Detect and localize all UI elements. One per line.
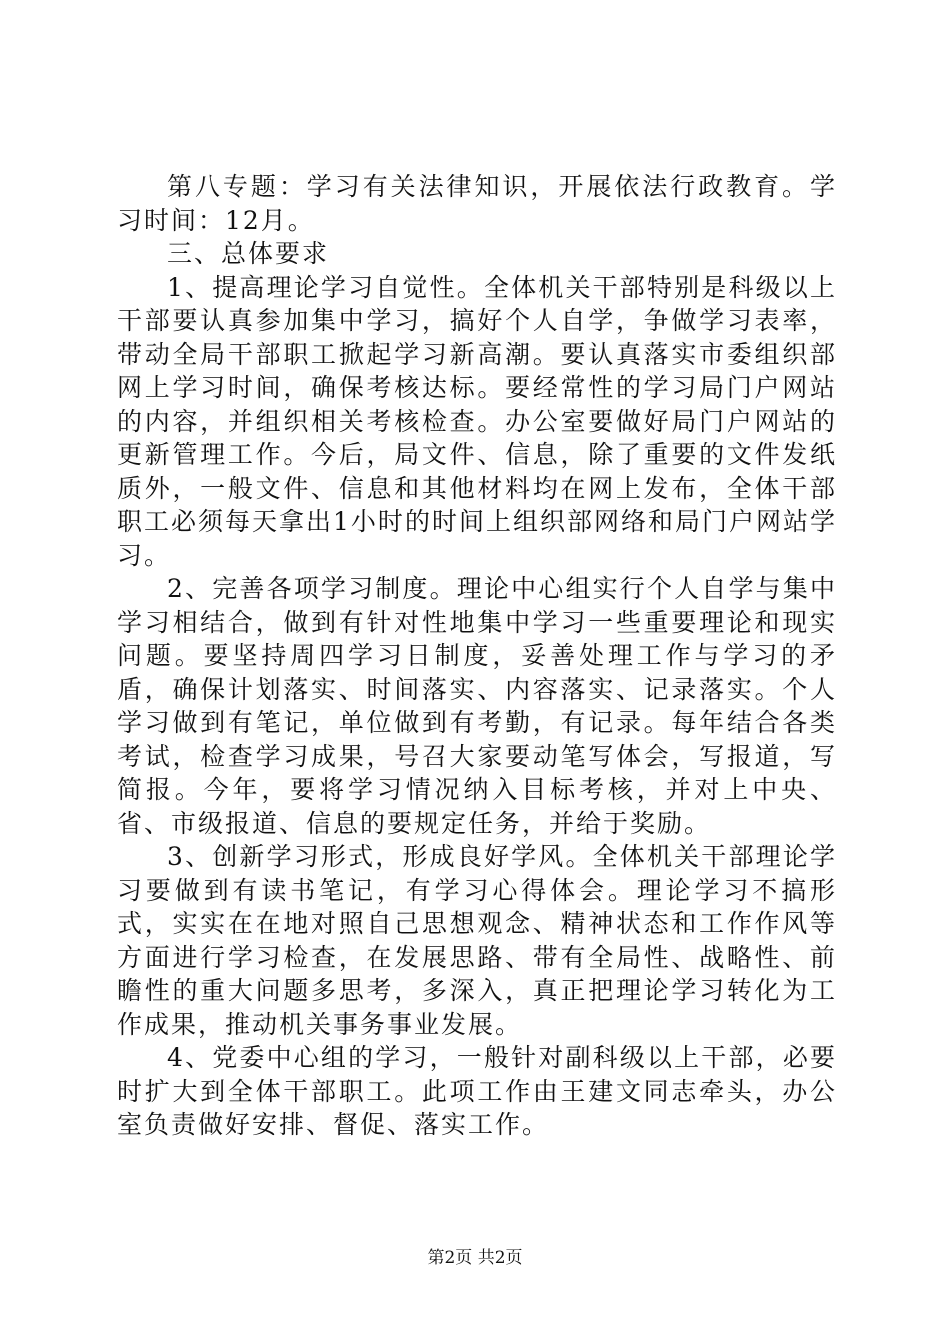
paragraph-requirement-4: 4、党委中心组的学习，一般针对副科级以上干部，必要时扩大到全体干部职工。此项工作由王建文同志牵头，办公室负责做好安排、督促、落实工作。 [117, 1043, 837, 1139]
paragraph-topic-eight: 第八专题：学习有关法律知识，开展依法行政教育。学习时间：12月。 [117, 172, 837, 235]
page-number-footer: 第2页 共2页 [427, 1248, 523, 1268]
section-heading-general-requirements: 三、总体要求 [167, 239, 330, 268]
paragraph-requirement-1: 1、提高理论学习自觉性。全体机关干部特别是科级以上干部要认真参加集中学习，搞好个人自学，争做学习表率，带动全局干部职工掀起学习新高潮。要认真落实市委组织部网上学习时间，确保考核达标。要经常性的学习局门户网站的内容，并组织相关考核检查。办公室要做好局门户网站的更新管理工作。今后，局文件、信息，除了重要的文件发纸质外，一般文件、信息和其他材料均在网上发布，全体干部职工必须每天拿出1小时的时间上组织部网络和局门户网站学习。 [117, 272, 837, 570]
paragraph-requirement-2: 2、完善各项学习制度。理论中心组实行个人自学与集中学习相结合，做到有针对性地集中学习一些重要理论和现实问题。要坚持周四学习日制度，妥善处理工作与学习的矛盾，确保计划落实、时间落实、内容落实、记录落实。个人学习做到有笔记，单位做到有考勤，有记录。每年结合各类考试，检查学习成果，号召大家要动笔写体会，写报道，写简报。今年，要将学习情况纳入目标考核，并对上中央、省、市级报道、信息的要规定任务，并给于奖励。 [117, 574, 837, 838]
document-body [117, 170, 837, 1142]
paragraph-requirement-3: 3、创新学习形式，形成良好学风。全体机关干部理论学习要做到有读书笔记，有学习心得体会。理论学习不搞形式，实实在在地对照自己思想观念、精神状态和工作作风等方面进行学习检查，在发展思路、带有全局性、战略性、前瞻性的重大问题多思考，多深入，真正把理论学习转化为工作成果，推动机关事务事业发展。 [117, 842, 837, 1039]
